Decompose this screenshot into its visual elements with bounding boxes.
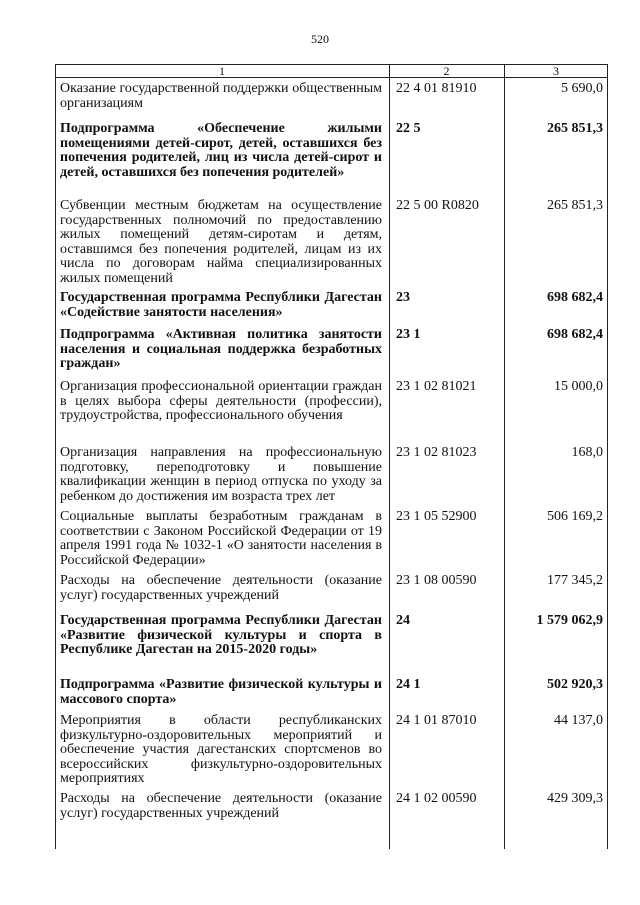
row-name: Организация профессиональной ориентации граждан в целях выбора сферы деятельности (профессии), трудоустройства, профессионального обучения xyxy=(60,379,382,424)
column-header-name: 1 xyxy=(219,64,225,78)
row-name: Мероприятия в области республиканских физкультурно-оздоровительных мероприятий и обеспечение участия дагестанских спортсменов во всероссийских физкультурно-оздоровительных мероприятиях xyxy=(60,713,382,787)
row-name: Подпрограмма «Активная политика занятости населения и социальная поддержка безработных граждан» xyxy=(60,327,382,372)
row-amount: 698 682,4 xyxy=(547,327,603,342)
column-header-code: 2 xyxy=(443,64,450,78)
row-code: 23 1 xyxy=(396,327,421,342)
row-amount: 265 851,3 xyxy=(547,121,603,136)
row-name: Государственная программа Республики Дагестан «Развитие физической культуры и спорта в Республике Дагестан на 2015-2020 годы» xyxy=(60,613,382,658)
row-code: 23 1 08 00590 xyxy=(396,573,477,588)
row-name: Подпрограмма «Развитие физической культуры и массового спорта» xyxy=(60,677,382,707)
column-divider-2 xyxy=(504,64,505,849)
row-name: Субвенции местным бюджетам на осуществление государственных полномочий по предоставлению жилых помещений детям-сиротам и детям, оставшимся без попечения родителей, лицам из их числа по договорам найма специализированных жилых помещений xyxy=(60,198,382,286)
row-name: Подпрограмма «Обеспечение жилыми помещениями детей-сирот, детей, оставшихся без попечения родителей, лиц из числа детей-сирот и детей, оставшихся без попечения родителей» xyxy=(60,121,382,180)
row-name: Организация направления на профессиональную подготовку, переподготовку и повышение квалификации женщин в период отпуска по уходу за ребенком до достижения им возраста трех лет xyxy=(60,445,382,504)
row-amount: 429 309,3 xyxy=(547,791,603,806)
row-code: 24 xyxy=(396,613,410,628)
column-header-amount: 3 xyxy=(553,64,559,78)
column-divider-1 xyxy=(389,64,390,849)
table-border-left xyxy=(55,64,56,849)
row-amount: 44 137,0 xyxy=(554,713,603,728)
row-code: 24 1 xyxy=(396,677,421,692)
row-amount: 506 169,2 xyxy=(547,509,603,524)
row-code: 22 5 00 R0820 xyxy=(396,198,479,213)
row-amount: 168,0 xyxy=(571,445,603,460)
row-amount: 698 682,4 xyxy=(547,290,603,305)
row-name: Оказание государственной поддержки общественным организациям xyxy=(60,81,382,111)
row-amount: 265 851,3 xyxy=(547,198,603,213)
row-code: 22 4 01 81910 xyxy=(396,81,477,96)
page-number: 520 xyxy=(311,32,329,46)
row-code: 23 1 02 81023 xyxy=(396,445,477,460)
row-code: 23 1 05 52900 xyxy=(396,509,477,524)
table-header-row xyxy=(55,64,608,78)
row-code: 23 xyxy=(396,290,410,305)
row-name: Расходы на обеспечение деятельности (оказание услуг) государственных учреждений xyxy=(60,791,382,821)
row-amount: 1 579 062,9 xyxy=(536,613,603,628)
row-amount: 502 920,3 xyxy=(547,677,603,692)
row-name: Государственная программа Республики Дагестан «Содействие занятости населения» xyxy=(60,290,382,320)
budget-table xyxy=(55,64,608,849)
row-code: 24 1 01 87010 xyxy=(396,713,477,728)
table-border-right xyxy=(607,64,608,849)
row-name: Расходы на обеспечение деятельности (оказание услуг) государственных учреждений xyxy=(60,573,382,603)
row-amount: 5 690,0 xyxy=(561,81,603,96)
row-name: Социальные выплаты безработным гражданам в соответствии с Законом Российской Федерации от 19 апреля 1991 года № 1032-1 «О занятости населения в Российской Федерации» xyxy=(60,509,382,568)
row-code: 22 5 xyxy=(396,121,421,136)
row-code: 23 1 02 81021 xyxy=(396,379,477,394)
row-amount: 177 345,2 xyxy=(547,573,603,588)
row-amount: 15 000,0 xyxy=(554,379,603,394)
row-code: 24 1 02 00590 xyxy=(396,791,477,806)
